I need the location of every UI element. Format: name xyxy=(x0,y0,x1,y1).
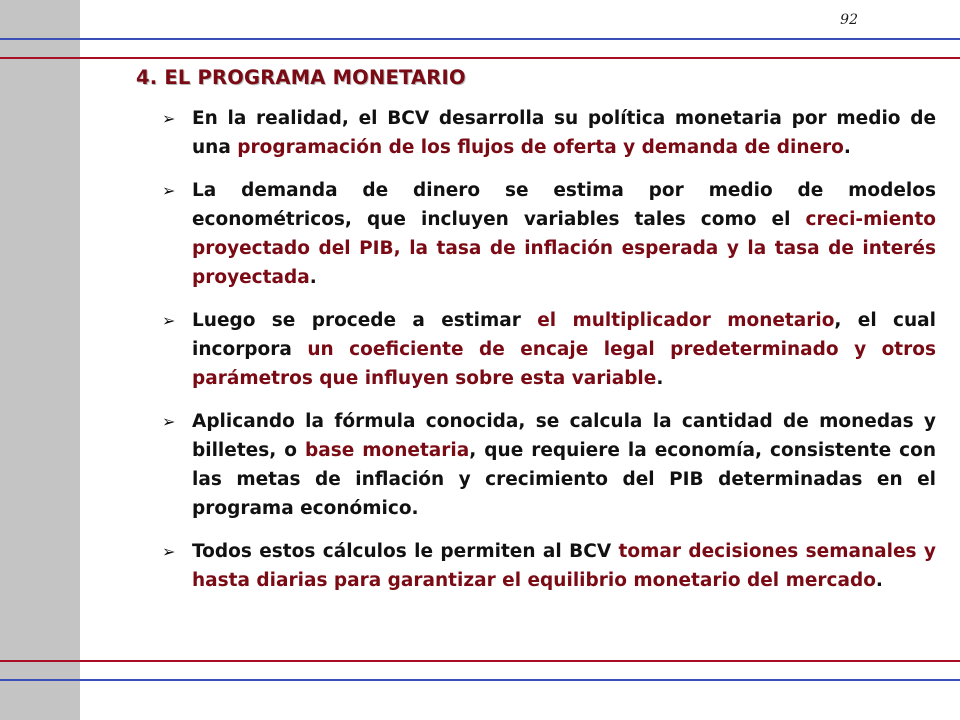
bullet-item xyxy=(162,306,936,393)
arrowhead-right-icon: ➢ xyxy=(162,181,176,200)
bullet-item xyxy=(162,104,936,162)
arrowhead-right-icon: ➢ xyxy=(162,412,176,431)
bullet-text: En la realidad, el BCV desarrolla su política monetaria por medio de una xyxy=(192,108,936,158)
bullet-text: . xyxy=(875,570,883,591)
bullet-text: Todos estos cálculos le permiten al BCV xyxy=(192,541,619,562)
section-heading: 4. EL PROGRAMA MONETARIO xyxy=(136,66,466,89)
left-sidebar-band xyxy=(0,0,80,720)
arrowhead-right-icon: ➢ xyxy=(162,109,176,128)
arrowhead-right-icon: ➢ xyxy=(162,542,176,561)
highlighted-text: creci-miento proyectado del PIB, la tasa de inflación esperada y la tasa de interés proyectada xyxy=(192,209,936,288)
top-rule-blue xyxy=(0,38,960,40)
bullet-text: , el cual incorpora xyxy=(192,310,936,360)
highlighted-text: base monetaria xyxy=(304,440,470,461)
bullet-text: Aplicando la fórmula conocida, se calcula la cantidad de monedas y billetes, o xyxy=(192,411,936,461)
bullet-list xyxy=(162,104,936,609)
highlighted-text: tomar decisiones semanales y hasta diarias para garantizar el equilibrio monetario del mercado xyxy=(192,541,936,591)
bullet-item xyxy=(162,176,936,292)
bullet-text: . xyxy=(309,267,317,288)
bottom-rule-red xyxy=(0,660,960,662)
bullet-text: La demanda de dinero se estima por medio de modelos econométricos, que incluyen variables tales como el xyxy=(192,180,936,230)
bullet-text: . xyxy=(656,368,664,389)
highlighted-text: el multiplicador monetario xyxy=(537,310,835,331)
bullet-item xyxy=(162,537,936,595)
top-rule-red xyxy=(0,57,960,59)
bullet-text: . xyxy=(843,137,851,158)
arrowhead-right-icon: ➢ xyxy=(162,311,176,330)
highlighted-text: programación de los flujos de oferta y demanda de dinero xyxy=(237,137,844,158)
bullet-item xyxy=(162,407,936,523)
bullet-text: , que requiere la economía, consistente con las metas de inflación y crecimiento del PIB determinadas en el programa económico. xyxy=(192,440,936,519)
highlighted-text: un coeficiente de encaje legal predeterminado y otros parámetros que influyen sobre esta variable xyxy=(192,339,936,389)
bullet-text: Luego se procede a estimar xyxy=(192,310,538,331)
page-number: 92 xyxy=(840,12,858,28)
bottom-rule-blue xyxy=(0,679,960,681)
